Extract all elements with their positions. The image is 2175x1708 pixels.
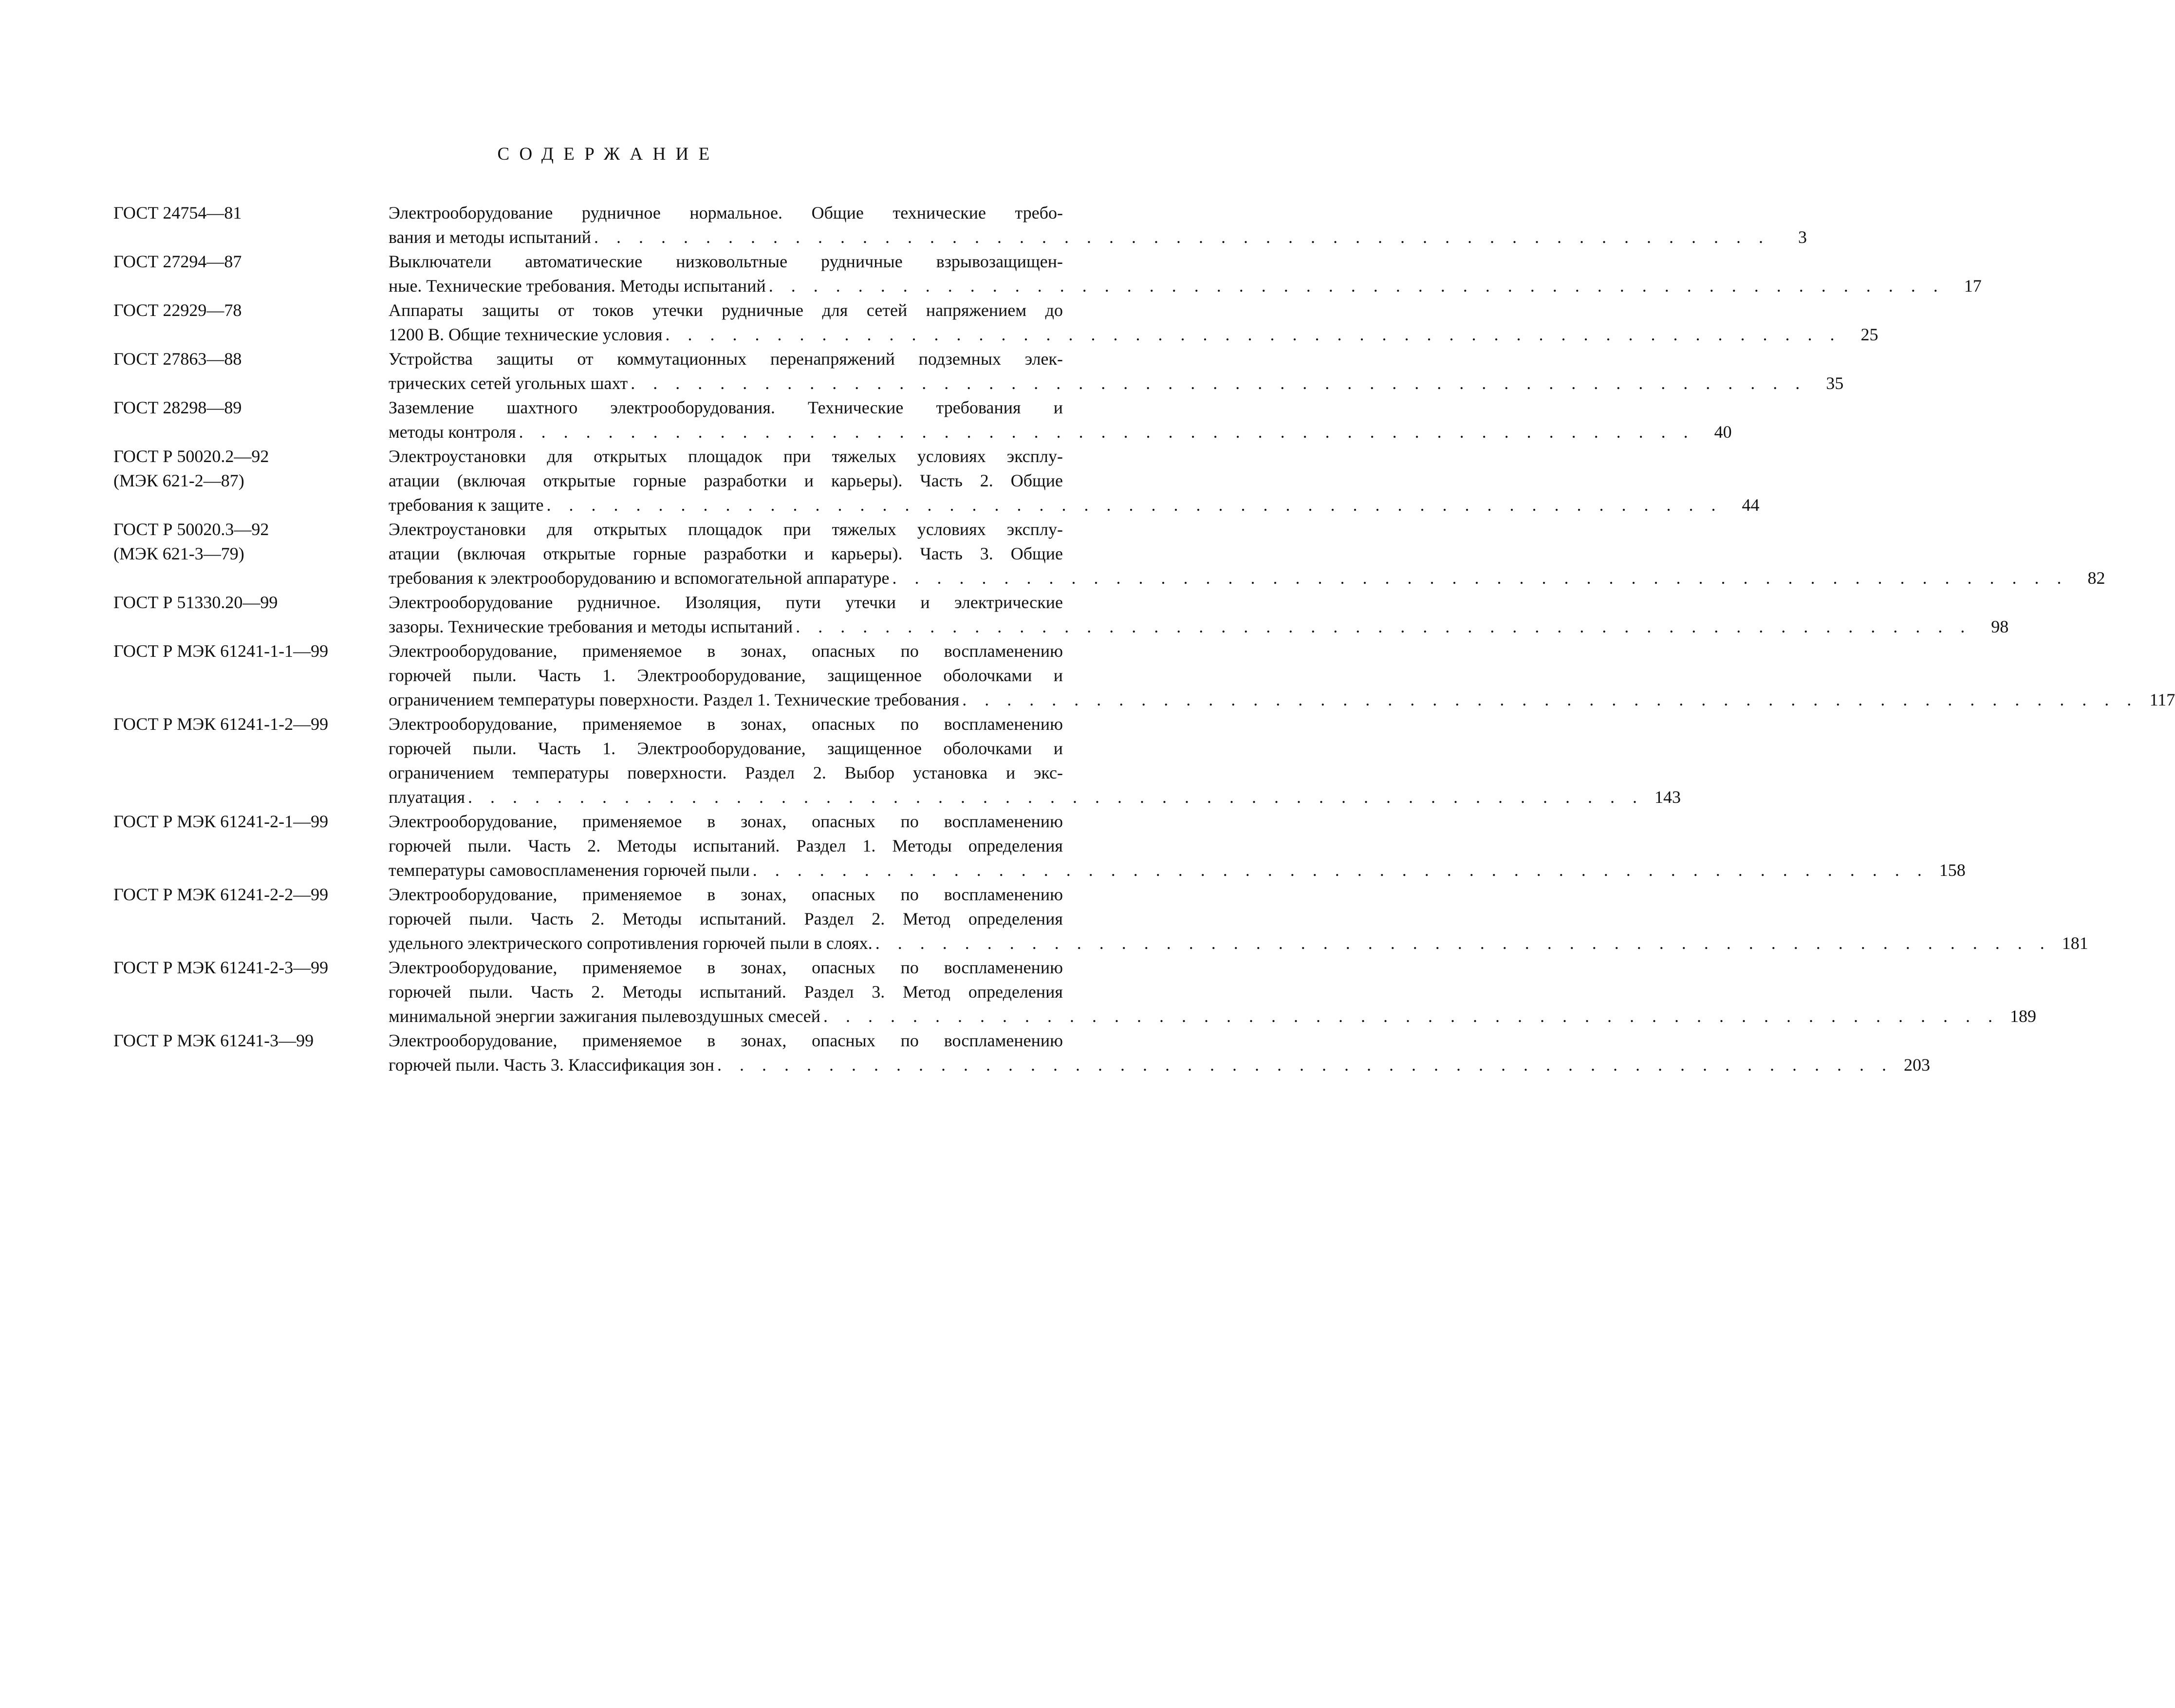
standard-code [113,955,386,980]
description-line: требования к электрооборудованию и вспомогательной аппаратуре [389,568,890,588]
page-number: 117 [2149,690,2175,709]
description-last-line [389,566,2105,590]
entry-description [389,517,2105,590]
standard-code-line: ГОСТ Р МЭК 61241-2-1—99 [113,812,329,831]
dot-leader: . . . . . . . . . . . . . . . . . . . . . . . . . . . . . . . . . . . . . . . . . . . . . . . . . . . . . [665,325,1841,344]
standard-code [113,1028,386,1053]
description-line: методы контроля [389,422,516,442]
page-number: 35 [1826,373,1844,393]
description-line: горючей пыли. Часть 1. Электрооборудование, защищенное оболочками и [389,739,1063,758]
description-last-line [389,614,2009,639]
entry-description [389,1028,1930,1077]
standard-code-line: (МЭК 621-2—87) [113,471,244,490]
standard-code [113,712,386,736]
description-last-line [389,420,1732,444]
toc-entry [113,298,1878,347]
entry-description [389,882,2088,955]
toc-entry [113,395,1732,444]
toc-entry [113,444,1760,517]
entry-description [389,298,1878,347]
toc-entry [113,639,2175,712]
page-number: 17 [1964,276,1982,296]
page-number: 40 [1714,422,1732,442]
entry-description [389,590,2009,639]
description-line: Электрооборудование, применяемое в зонах, опасных по воспламенению [389,812,1063,831]
description-line: горючей пыли. Часть 3. Классификация зон [389,1055,714,1075]
standard-code [113,882,386,907]
description-line: зазоры. Технические требования и методы испытаний [389,617,793,636]
standard-code-line: ГОСТ 22929—78 [113,300,242,320]
toc-entry [113,955,2036,1028]
toc-entry [113,882,2088,955]
description-line: Электрооборудование, применяемое в зонах, опасных по воспламенению [389,1031,1063,1050]
standard-code-line: ГОСТ Р МЭК 61241-2-3—99 [113,958,329,977]
standard-code-line: (МЭК 621-3—79) [113,544,244,563]
entry-description [389,347,1844,395]
table-of-contents [113,201,2175,1077]
description-line: Электрооборудование рудничное нормальное. Общие технические требо- [389,203,1063,223]
page-number: 25 [1860,325,1878,344]
description-line: ограничением температуры поверхности. Раздел 1. Технические требования [389,690,960,709]
description-line: горючей пыли. Часть 2. Методы испытаний. Раздел 2. Метод определения [389,909,1063,928]
standard-code-line: ГОСТ Р МЭК 61241-1-1—99 [113,641,329,661]
description-line: Электрооборудование, применяемое в зонах, опасных по воспламенению [389,714,1063,734]
standard-code-line: ГОСТ 27863—88 [113,349,242,369]
description-line: горючей пыли. Часть 1. Электрооборудование, защищенное оболочками и [389,666,1063,685]
page-number: 82 [2087,568,2105,588]
standard-code [113,201,386,225]
page-number: 143 [1654,787,1681,807]
page-number: 158 [1939,860,1966,880]
entry-description [389,809,1966,882]
description-line: ограничением температуры поверхности. Раздел 2. Выбор установка и экс- [389,763,1063,782]
dot-leader: . . . . . . . . . . . . . . . . . . . . . . . . . . . . . . . . . . . . . . . . . . . . . . . . . . . . . [768,276,1945,296]
standard-code-line: ГОСТ Р МЭК 61241-1-2—99 [113,714,329,734]
page-number: 203 [1904,1055,1930,1075]
standard-code-line: ГОСТ Р МЭК 61241-3—99 [113,1031,314,1050]
dot-leader: . . . . . . . . . . . . . . . . . . . . . . . . . . . . . . . . . . . . . . . . . . . . . . . . . . . . . [631,373,1807,393]
description-line: 1200 В. Общие технические условия [389,325,663,344]
dot-leader: . . . . . . . . . . . . . . . . . . . . . . . . . . . . . . . . . . . . . . . . . . . . . . . . . . . . . [796,617,1972,636]
description-line: атации (включая открытые горные разработки и карьеры). Часть 3. Общие [389,544,1063,563]
toc-entry [113,517,2105,590]
standard-code [113,347,386,371]
dot-leader: . . . . . . . . . . . . . . . . . . . . . . . . . . . . . . . . . . . . . . . . . . . . . . . . . . . . . [519,422,1695,442]
standard-code-line: ГОСТ 28298—89 [113,398,242,417]
entry-description [389,955,2036,1028]
page-number: 181 [2062,933,2088,953]
entry-description [389,444,1760,517]
standard-code-line: ГОСТ 24754—81 [113,203,242,223]
description-last-line [389,687,2175,712]
entry-description [389,249,1982,298]
standard-code-line: ГОСТ Р 50020.3—92 [113,520,269,539]
description-line: Устройства защиты от коммутационных перенапряжений подземных элек- [389,349,1063,369]
description-last-line [389,1053,1930,1077]
description-line: Заземление шахтного электрооборудования. Технические требования и [389,398,1063,417]
description-line: горючей пыли. Часть 2. Методы испытаний. Раздел 3. Метод определения [389,982,1063,1002]
description-last-line [389,1004,2036,1028]
page-title: СОДЕРЖАНИЕ [497,144,720,164]
description-line: плуатация [389,787,465,807]
dot-leader: . . . . . . . . . . . . . . . . . . . . . . . . . . . . . . . . . . . . . . . . . . . . . . . . . . . . . [962,690,2138,709]
standard-code [113,590,386,614]
entry-description [389,639,2175,712]
dot-leader: . . . . . . . . . . . . . . . . . . . . . . . . . . . . . . . . . . . . . . . . . . . . . . . . . . . . . [717,1055,1893,1075]
dot-leader: . . . . . . . . . . . . . . . . . . . . . . . . . . . . . . . . . . . . . . . . . . . . . . . . . . . . . [594,227,1770,247]
description-line: температуры самовоспламенения горючей пыли [389,860,750,880]
description-last-line [389,931,2088,955]
standard-code-line: ГОСТ Р 50020.2—92 [113,446,269,466]
description-line: Выключатели автоматические низковольтные рудничные взрывозащищен- [389,252,1063,271]
description-line: Аппараты защиты от токов утечки рудничные для сетей напряжением до [389,300,1063,320]
description-line: Электрооборудование рудничное. Изоляция, пути утечки и электрические [389,593,1063,612]
toc-entry [113,347,1844,395]
standard-code [113,249,386,274]
description-last-line [389,785,1681,809]
description-line: ные. Технические требования. Методы испытаний [389,276,766,296]
standard-code [113,639,386,663]
description-line: Электрооборудование, применяемое в зонах, опасных по воспламенению [389,885,1063,904]
standard-code-line: ГОСТ 27294—87 [113,252,242,271]
standard-code [113,395,386,420]
standard-code [113,444,386,493]
description-last-line [389,225,1807,249]
entry-description [389,712,1681,809]
page-number: 3 [1798,227,1807,247]
dot-leader: . . . . . . . . . . . . . . . . . . . . . . . . . . . . . . . . . . . . . . . . . . . . . . . . . . . . . [546,495,1723,515]
entry-description [389,201,1807,249]
standard-code [113,517,386,566]
standard-code [113,298,386,322]
description-line: удельного электрического сопротивления горючей пыли в слоях. [389,933,873,953]
description-last-line [389,858,1966,882]
dot-leader: . . . . . . . . . . . . . . . . . . . . . . . . . . . . . . . . . . . . . . . . . . . . . . . . . . . . . [875,933,2051,953]
description-line: Электрооборудование, применяемое в зонах, опасных по воспламенению [389,641,1063,661]
description-line: атации (включая открытые горные разработки и карьеры). Часть 2. Общие [389,471,1063,490]
page-number: 44 [1742,495,1760,515]
dot-leader: . . . . . . . . . . . . . . . . . . . . . . . . . . . . . . . . . . . . . . . . . . . . . . . . . . . . . [892,568,2068,588]
standard-code-line: ГОСТ Р 51330.20—99 [113,593,278,612]
description-line: минимальной энергии зажигания пылевоздушных смесей [389,1006,820,1026]
dot-leader: . . . . . . . . . . . . . . . . . . . . . . . . . . . . . . . . . . . . . . . . . . . . . . . . . . . . . [468,787,1644,807]
page-number: 98 [1991,617,2009,636]
toc-entry [113,590,2009,639]
toc-entry [113,201,1807,249]
standard-code-line: ГОСТ Р МЭК 61241-2-2—99 [113,885,329,904]
description-line: Электроустановки для открытых площадок при тяжелых условиях эксплу- [389,520,1063,539]
description-last-line [389,322,1878,347]
toc-entry [113,712,1681,809]
description-last-line [389,274,1982,298]
toc-entry [113,249,1982,298]
description-last-line [389,371,1844,395]
dot-leader: . . . . . . . . . . . . . . . . . . . . . . . . . . . . . . . . . . . . . . . . . . . . . . . . . . . . . [752,860,1929,880]
toc-entry [113,809,1966,882]
toc-entry [113,1028,1930,1077]
entry-description [389,395,1732,444]
description-line: горючей пыли. Часть 2. Методы испытаний. Раздел 1. Методы определения [389,836,1063,855]
description-line: требования к защите [389,495,544,515]
description-line: Электрооборудование, применяемое в зонах, опасных по воспламенению [389,958,1063,977]
description-last-line [389,493,1760,517]
description-line: трических сетей угольных шахт [389,373,628,393]
page-number: 189 [2010,1006,2036,1026]
description-line: Электроустановки для открытых площадок при тяжелых условиях эксплу- [389,446,1063,466]
standard-code [113,809,386,834]
description-line: вания и методы испытаний [389,227,591,247]
dot-leader: . . . . . . . . . . . . . . . . . . . . . . . . . . . . . . . . . . . . . . . . . . . . . . . . . . . . . [823,1006,1999,1026]
